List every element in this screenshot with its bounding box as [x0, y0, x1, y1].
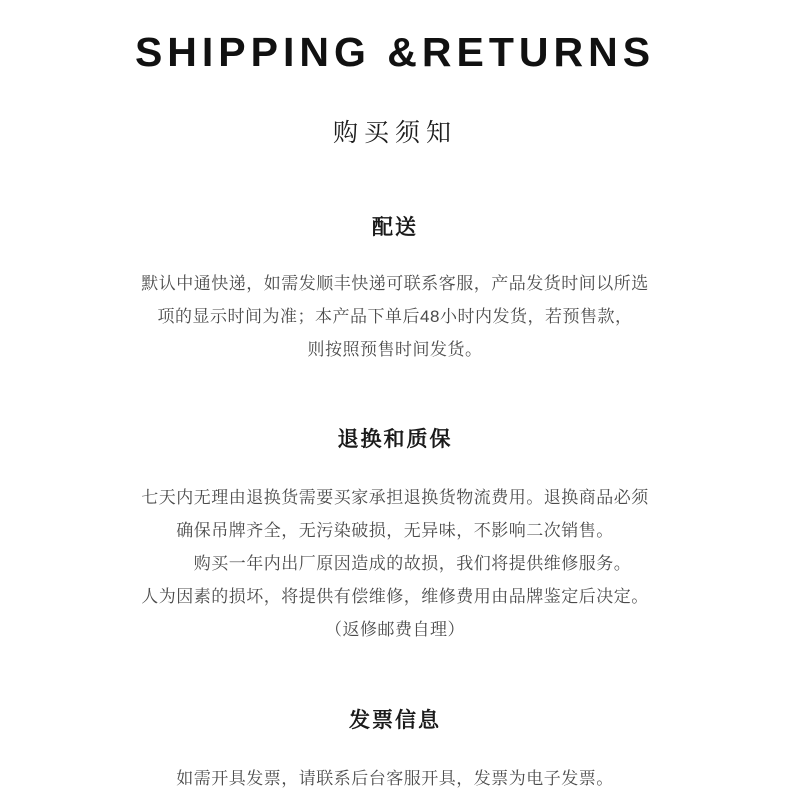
section-shipping: [40, 211, 750, 366]
body-line: 则按照预售时间发货。: [307, 340, 483, 360]
page-title: SHIPPING &RETURNS: [134, 29, 656, 75]
body-line: 默认中通快递，如需发顺丰快递可联系客服，产品发货时间以所选: [141, 274, 649, 294]
body-line: 购买一年内出厂原因造成的故损，我们将提供维修服务。: [158, 553, 632, 573]
section-shipping-heading: 配送: [372, 216, 418, 240]
section-returns-body: [141, 481, 649, 647]
section-shipping-body: [141, 267, 649, 366]
body-line: 项的显示时间为准；本产品下单后48小时内发货，若预售款，: [157, 307, 633, 327]
section-invoice-body: [176, 762, 614, 795]
body-line: （返修邮费自理）: [325, 620, 465, 640]
body-line: 人为因素的损坏，将提供有偿维修，维修费用由品牌鉴定后决定。: [141, 586, 649, 606]
body-line: 确保吊牌齐全，无污染破损，无异味，不影响二次销售。: [176, 520, 614, 540]
body-line: 如需开具发票，请联系后台客服开具，发票为电子发票。: [176, 769, 614, 789]
section-returns-heading: 退换和质保: [337, 427, 453, 451]
section-returns: [40, 423, 750, 647]
section-invoice-heading: 发票信息: [349, 709, 441, 733]
body-line: 七天内无理由退换货需要买家承担退换货物流费用。退换商品必须: [141, 487, 649, 507]
section-invoice: [40, 704, 750, 795]
page-subtitle: 购买须知: [332, 119, 457, 148]
